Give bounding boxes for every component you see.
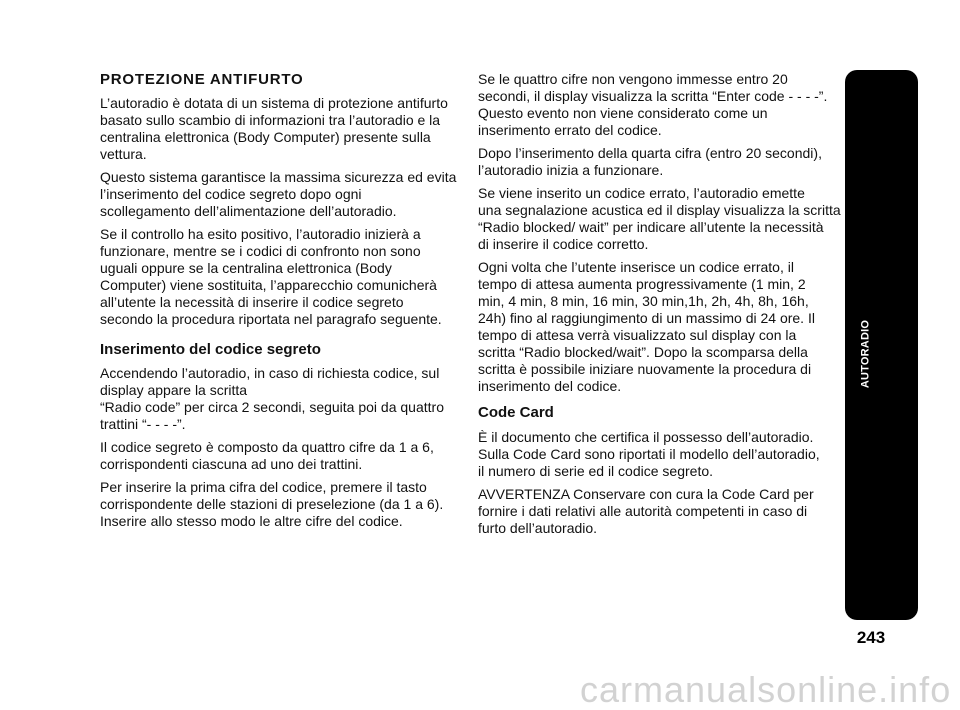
subheading-code-card: Code Card [478,404,554,421]
section-heading-antitheft: PROTEZIONE ANTIFURTO [100,71,304,88]
watermark: carmanualsonline.info [580,669,952,710]
paragraph: Questo sistema garantisce la massima sicurezza ed evita l’inserimento del codice segreto dopo ogni scollegamento dell’alimentazione dell’autoradio. [100,169,457,219]
chapter-side-tab [845,70,918,620]
paragraph: Il codice segreto è composto da quattro cifre da 1 a 6, corrispondenti ciascuna ad uno dei trattini. [100,439,434,472]
subheading-code-entry: Inserimento del codice segreto [100,341,321,358]
chapter-tab-label: AUTORADIO [859,319,872,389]
paragraph: Per inserire la prima cifra del codice, premere il tasto corrispondente delle stazioni di preselezione (da 1 a 6). Inserire allo stesso modo le altre cifre del codice. [100,479,444,529]
left-column [100,71,472,536]
page-number: 243 [856,628,886,647]
paragraph: È il documento che certifica il possesso dell’autoradio. Sulla Code Card sono riportati il modello dell’autoradio, il numero di serie ed il codice segreto. [478,429,820,479]
right-column [478,71,844,543]
paragraph: Dopo l’inserimento della quarta cifra (entro 20 secondi), l’autoradio inizia a funzionare. [478,145,822,178]
paragraph: Se viene inserito un codice errato, l’autoradio emette una segnalazione acustica ed il display visualizza la scritta “Radio blocked/ wait” per indicare all’utente la necessità di inserire il codice corretto. [478,185,841,252]
paragraph: Se il controllo ha esito positivo, l’autoradio inizierà a funzionare, mentre se i codici di confronto non sono uguali oppure se la centralina elettronica (Body Computer) viene sostituita, l’apparecchio comunicherà all’utente la necessità di inserire il codice segreto secondo la procedura riportata nel paragrafo seguente. [100,226,442,327]
paragraph: Se le quattro cifre non vengono immesse entro 20 secondi, il display visualizza la scritta “Enter code - - - -”. Questo evento non viene considerato come un inserimento errato del codice. [478,71,828,138]
paragraph: Accendendo l’autoradio, in caso di richiesta codice, sul display appare la scritta “Radio code” per circa 2 secondi, seguita poi da quattro trattini “- - - -”. [100,365,444,432]
paragraph: L’autoradio è dotata di un sistema di protezione antifurto basato sullo scambio di informazioni tra l’autoradio e la centralina elettronica (Body Computer) presente sulla vettura. [100,95,448,162]
paragraph: Ogni volta che l’utente inserisce un codice errato, il tempo di attesa aumenta progressivamente (1 min, 2 min, 4 min, 8 min, 16 min, 30 min,1h, 2h, 4h, 8h, 16h, 24h) fino al raggiungimento di un massimo di 24 ore. Il tempo di attesa verrà visualizzato sul display con la scritta “Radio blocked/wait”. Dopo la scomparsa della scritta è possibile iniziare nuovamente la procedura di inserimento del codice. [478,259,815,394]
warning-paragraph: AVVERTENZA Conservare con cura la Code Card per fornire i dati relativi alle autorità competenti in caso di furto dell’autoradio. [478,486,814,536]
